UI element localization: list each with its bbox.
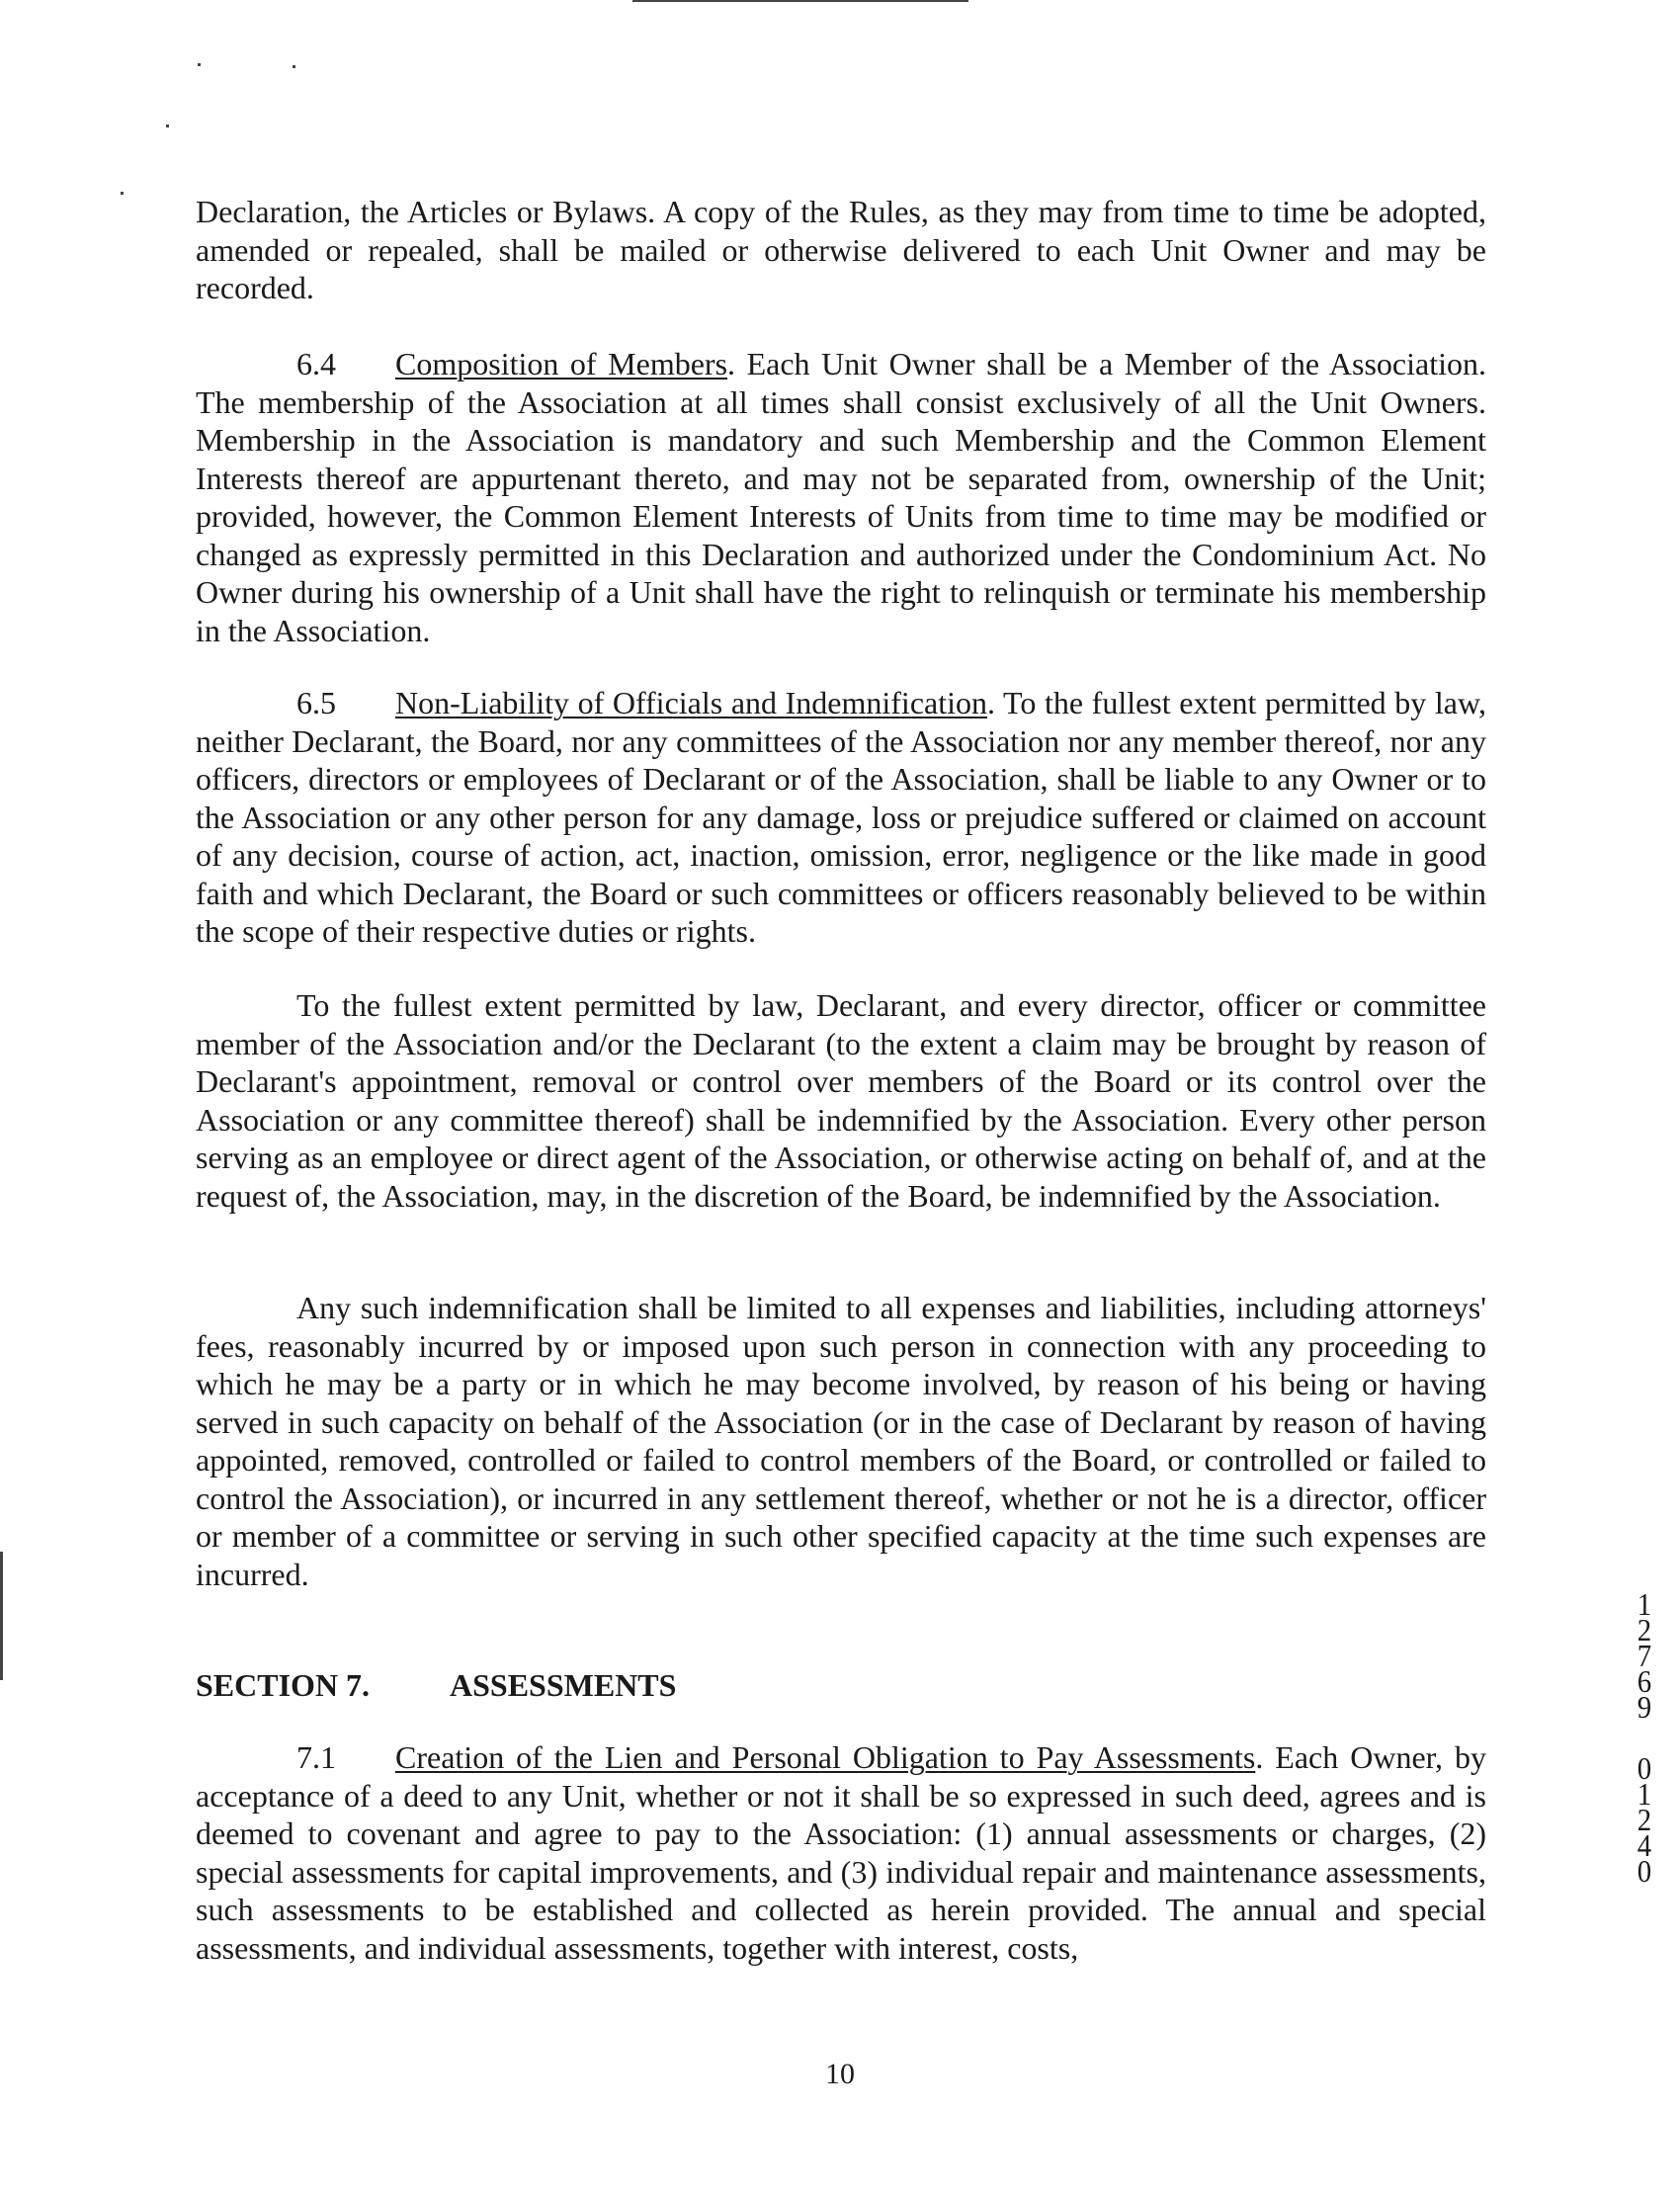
section-7-title: ASSESSMENTS: [450, 1667, 677, 1703]
section-6-4-number: 6.4: [296, 346, 336, 381]
section-7-heading: [196, 1666, 676, 1705]
stamp-digit: 4: [1637, 1827, 1652, 1863]
indemnification-limits-paragraph: Any such indemnification shall be limited to all expenses and liabilities, including attorneys' fees, reasonably incurred by or imposed upon such person in connection with any proceeding to which he may be a party or in which he may become involved, by reason of his being or having served in such capacity on behalf of the Association (or in the case of Declarant by reason of having appointed, removed, controlled or failed to control members of the Board, or controlled or failed to control the Association), or incurred in any settlement thereof, whether or not he is a director, officer or member of a committee or serving in such other specified capacity at the time such expenses are incurred.: [196, 1290, 1486, 1592]
stamp-digit: 2: [1637, 1612, 1652, 1647]
stamp-digit: 9: [1637, 1689, 1652, 1725]
section-6-4-paragraph: [196, 345, 1486, 649]
stamp-digit: 1: [1637, 1586, 1652, 1622]
section-7-1-title: Creation of the Lien and Personal Obligation to Pay Assessments: [395, 1739, 1256, 1775]
indemnification-paragraph: To the fullest extent permitted by law, Declarant, and every director, officer or committee member of the Association and/or the Declarant (to the extent a claim may be brought by reason of Declarant's appointment, removal or control over members of the Board or its control over the Association or any committee thereof) shall be indemnified by the Association. Every other person serving as an employee or direct agent of the Association, or otherwise acting on behalf of, and at the request of, the Association, may, in the discretion of the Board, be indemnified by the Association.: [196, 987, 1486, 1214]
stamp-digit: 1: [1637, 1776, 1652, 1812]
section-6-5-title: Non-Liability of Officials and Indemnification: [395, 685, 988, 720]
page-number: 10: [825, 2058, 855, 2090]
stamp-digit: 0: [1637, 1750, 1652, 1786]
stamp-digit: 7: [1637, 1638, 1652, 1673]
section-7-1-paragraph: [196, 1738, 1486, 1967]
section-6-5-body: . To the fullest extent permitted by law, neither Declarant, the Board, nor any committees of the Association nor any member thereof, nor any officers, directors or employees of Declarant or of the Association, shall be liable to any Owner or to the Association or any other person for any damage, loss or prejudice suffered or claimed on account of any decision, course of action, act, inaction, omission, error, negligence or the like made in good faith and which Declarant, the Board or such committees or officers reasonably believed to be within the scope of their respective duties or rights.: [196, 685, 1487, 949]
scan-artifact-dot: [121, 192, 124, 195]
section-6-5-paragraph: [196, 684, 1486, 951]
section-6-4-body: . Each Unit Owner shall be a Member of the Association. The membership of the Association at all times shall consist exclusively of all the Unit Owners. Membership in the Association is mandatory and such Membership and the Common Element Interests thereof are appurtenant thereto, and may not be separated from, ownership of the Unit; provided, however, the Common Element Interests of Units from time to time may be modified or changed as expressly permitted in this Declaration and authorized under the Condominium Act. No Owner during his ownership of a Unit shall have the right to relinquish or terminate his membership in the Association.: [196, 346, 1487, 648]
recording-number-stamp: [1632, 1586, 1658, 1889]
stamp-digit: 2: [1637, 1802, 1652, 1837]
stamp-digit: 6: [1637, 1663, 1652, 1699]
scan-artifact-dot: [166, 125, 169, 127]
section-7-number: SECTION 7.: [196, 1667, 371, 1703]
scan-artifact-top: [632, 0, 968, 2]
scan-artifact-dot: [198, 63, 201, 66]
scan-artifact-dot: [293, 65, 295, 68]
stamp-digit: 0: [1637, 1853, 1652, 1889]
section-6-4-title: Composition of Members: [395, 346, 728, 381]
scan-artifact-left-edge: [0, 1552, 3, 1680]
section-6-5-number: 6.5: [296, 685, 336, 720]
section-7-1-body: . Each Owner, by acceptance of a deed to any Unit, whether or not it shall be so expressed in such deed, agrees and is deemed to covenant and agree to pay to the Association: (1) annual assessments or charges, (2) special assessments for capital improvements, and (3) individual repair and maintenance assessments, such assessments to be established and collected as herein provided. The annual and special assessments, and individual assessments, together with interest, costs,: [196, 1739, 1487, 1966]
section-7-1-number: 7.1: [296, 1739, 336, 1775]
continuation-paragraph: Declaration, the Articles or Bylaws. A copy of the Rules, as they may from time to time be adopted, amended or repealed, shall be mailed or otherwise delivered to each Unit Owner and may be recorded.: [196, 194, 1486, 305]
